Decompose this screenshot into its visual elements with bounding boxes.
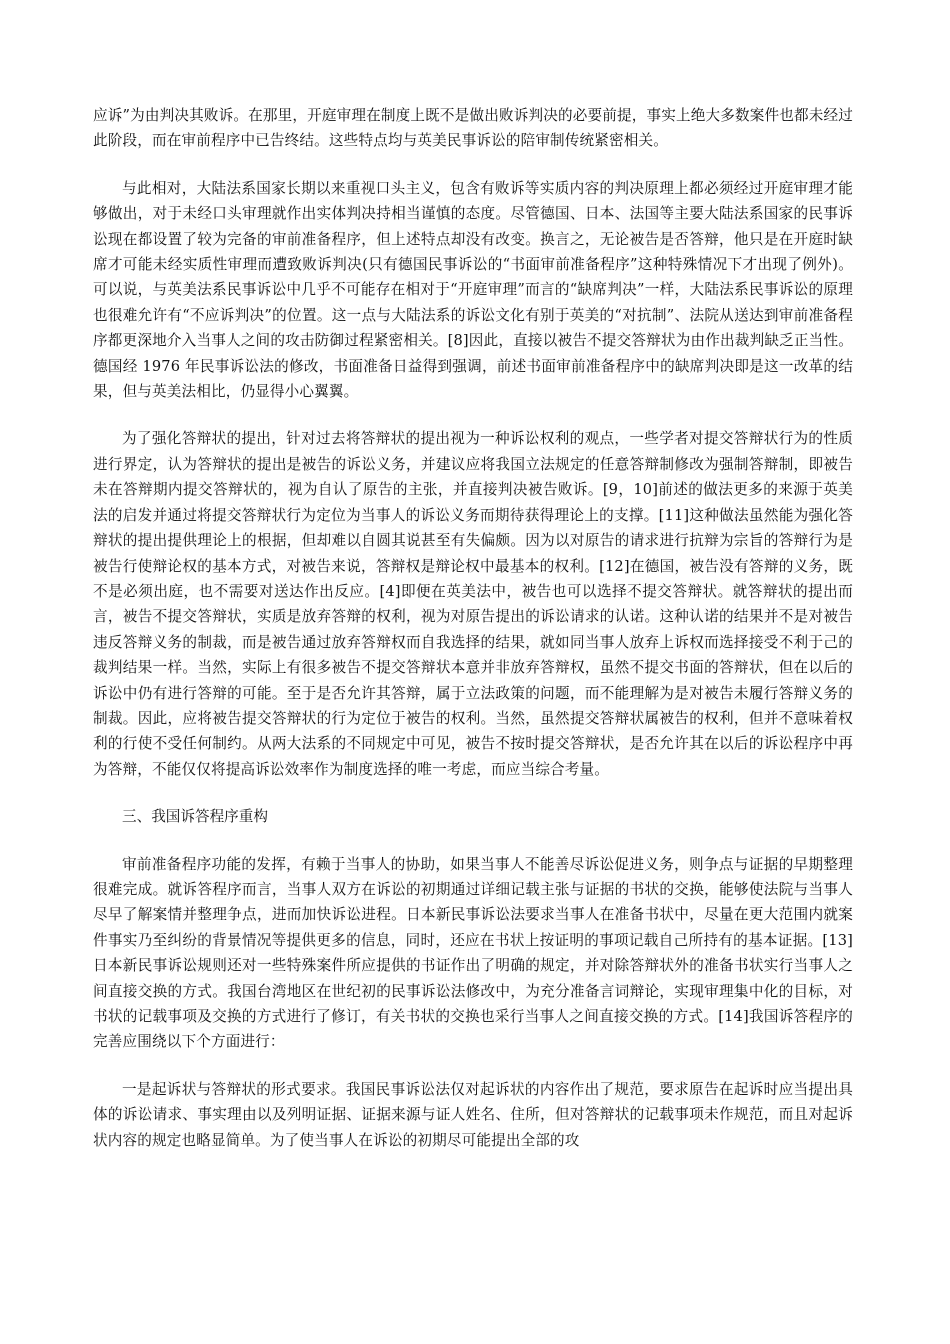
section-heading: 三、我国诉答程序重构 <box>122 808 268 826</box>
paragraph-continuation: 应诉”为由判决其败诉。在那里，开庭审理在制度上既不是做出败诉判决的必要前提，事实上绝大多数案件也都未经过此阶段，而在审前程序中已告终结。这些特点均与英美民事诉讼的陪审制传统紧密相关。 <box>93 107 853 150</box>
paragraph-civil-law-comparison: 与此相对，大陆法系国家长期以来重视口头主义，包含有败诉等实质内容的判决原理上都必须经过开庭审理才能够做出，对于未经口头审理就作出实体判决持相当谨慎的态度。尽管德国、日本、法国等主要大陆法系国家的民事诉讼现在都设置了较为完备的审前准备程序，但上述特点却没有改变。换言之，无论被告是否答辩，他只是在开庭时缺席才可能未经实质性审理而遭致败诉判决(只有德国民事诉讼的“书面审前准备程序”这种特殊情况下才出现了例外)。可以说，与英美法系民事诉讼中几乎不可能存在相对于“开庭审理”而言的“缺席判决”一样，大陆法系民事诉讼的原理也很难允许有“不应诉判决”的位置。这一点与大陆法系的诉讼文化有别于英美的“对抗制”、法院从送达到审前准备程序都更深地介入当事人之间的攻击防御过程紧密相关。[8]因此，直接以被告不提交答辩状为由作出裁判缺乏正当性。德国经 1976 年民事诉讼法的修改，书面准备日益得到强调，前述书面审前准备程序中的缺席判决即是这一改革的结果，但与英美法相比，仍显得小心翼翼。 <box>93 179 853 401</box>
document-page <box>93 103 853 1153</box>
paragraph-answer-right: 为了强化答辩状的提出，针对过去将答辩状的提出视为一种诉讼权利的观点，一些学者对提交答辩状行为的性质进行界定，认为答辩状的提出是被告的诉讼义务，并建议应将我国立法规定的任意答辩制修改为强制答辩制，即被告未在答辩期内提交答辩状的，视为自认了原告的主张，并直接判决被告败诉。[9，10]前述的做法更多的来源于英美法的启发并通过将提交答辩状行为定位为当事人的诉讼义务而期待获得理论上的支撑。[11]这种做法虽然能为强化答辩状的提出提供理论上的根据，但却难以自圆其说甚至有失偏颇。因为以对原告的请求进行抗辩为宗旨的答辩行为是被告行使辩论权的基本方式，对被告来说，答辩权是辩论权中最基本的权利。[12]在德国，被告没有答辩的义务，既不是必须出庭，也不需要对送达作出反应。[4]即便在英美法中，被告也可以选择不提交答辩状。就答辩状的提出而言，被告不提交答辩状，实质是放弃答辩的权利，视为对原告提出的诉讼请求的认诺。这种认诺的结果并不是对被告违反答辩义务的制裁，而是被告通过放弃答辩权而自我选择的结果，就如同当事人放弃上诉权而选择接受不利于己的裁判结果一样。当然，实际上有很多被告不提交答辩状本意并非放弃答辩权，虽然不提交书面的答辩状，但在以后的诉讼中仍有进行答辩的可能。至于是否允许其答辩，属于立法政策的问题，而不能理解为是对被告未履行答辩义务的制裁。因此，应将被告提交答辩状的行为定位于被告的权利。当然，虽然提交答辩状属被告的权利，但并不意味着权利的行使不受任何制约。从两大法系的不同规定中可见，被告不按时提交答辩状，是否允许其在以后的诉讼程序中再为答辩，不能仅仅将提高诉讼效率作为制度选择的唯一考虑，而应当综合考量。 <box>93 430 853 778</box>
paragraph-pretrial-preparation: 审前准备程序功能的发挥，有赖于当事人的协助，如果当事人不能善尽诉讼促进义务，则争点与证据的早期整理很难完成。就诉答程序而言，当事人双方在诉讼的初期通过详细记载主张与证据的书状的交换，能够使法院与当事人尽早了解案情并整理争点，进而加快诉讼进程。日本新民事诉讼法要求当事人在准备书状中，尽量在更大范围内就案件事实乃至纠纷的背景情况等提供更多的信息，同时，还应在书状上按证明的事项记载自己所持有的基本证据。[13]日本新民事诉讼规则还对一些特殊案件所应提供的书证作出了明确的规定，并对除答辩状外的准备书状实行当事人之间直接交换的方式。我国台湾地区在世纪初的民事诉讼法修改中，为充分准备言词辩论，实现审理集中化的目标，对书状的记载事项及交换的方式进行了修订，有关书状的交换也采行当事人之间直接交换的方式。[14]我国诉答程序的完善应围绕以下个方面进行： <box>93 855 853 1051</box>
paragraph-formal-requirements: 一是起诉状与答辩状的形式要求。我国民事诉讼法仅对起诉状的内容作出了规范，要求原告在起诉时应当提出具体的诉讼请求、事实理由以及列明证据、证据来源与证人姓名、住所，但对答辩状的记载事项未作规范，而且对起诉状内容的规定也略显简单。为了使当事人在诉讼的初期尽可能提出全部的攻 <box>93 1080 853 1149</box>
